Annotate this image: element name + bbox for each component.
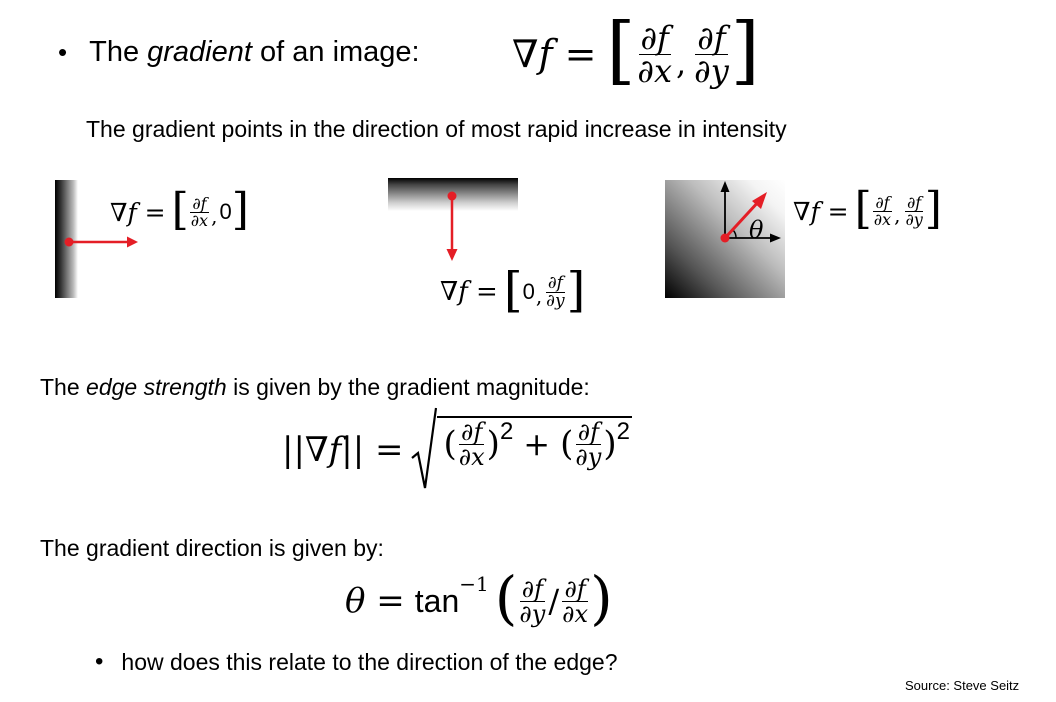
source-credit: Source: Steve Seitz — [905, 678, 1020, 693]
diagonal-gradient-formula: ∇f = [ $\frac{\partial f}{\partial x}$ , $\frac{\partial f}{\partial y}$ ] — [793, 183, 942, 234]
diagonal-gradient-axes — [705, 178, 787, 250]
title-bullet: • — [58, 36, 68, 67]
edge-strength-text: The edge strength is given by the gradient magnitude: — [40, 374, 590, 400]
theta-label: θ — [749, 216, 764, 244]
title-text: The gradient of an image: — [89, 35, 420, 68]
horizontal-gradient-formula: ∇f = [ $\frac{\partial f}{\partial x}$ , 0 ] — [110, 184, 249, 235]
frac-df-dx: $\frac{\partial f}{\partial x}$ — [637, 18, 672, 90]
question-text: how does this relate to the direction of the edge? — [121, 648, 618, 675]
magnitude-formula: ||∇f|| = ( $\frac{\partial f}{\partial x}$ ) 2 + ( $\frac{\partial f}{\partial y}$ ) 2 — [282, 405, 632, 495]
title-line — [58, 22, 420, 82]
direction-text: The gradient direction is given by: — [40, 535, 384, 561]
direction-formula: θ = tan −1 ( $\frac{\partial f}{\partial y}$ / $\frac{\partial f}{\partial x}$ ) — [345, 564, 613, 632]
title-emph: gradient — [147, 35, 252, 68]
frac-df-dy: $\frac{\partial f}{\partial y}$ — [694, 18, 729, 90]
vertical-gradient-arrow — [440, 185, 464, 267]
vertical-gradient-formula: ∇f = [ 0 , $\frac{\partial f}{\partial y}$ ] — [440, 262, 586, 318]
question-line — [95, 648, 618, 676]
edge-strength-emph: edge strength — [86, 374, 227, 400]
question-bullet: • — [95, 648, 104, 675]
gradient-formula: ∇f = [ $\frac{\partial f}{\partial x}$ , $\frac{\partial f}{\partial y}$ ] — [512, 7, 760, 93]
subtitle: The gradient points in the direction of most rapid increase in intensity — [86, 116, 787, 142]
sqrt-sign — [411, 406, 437, 494]
